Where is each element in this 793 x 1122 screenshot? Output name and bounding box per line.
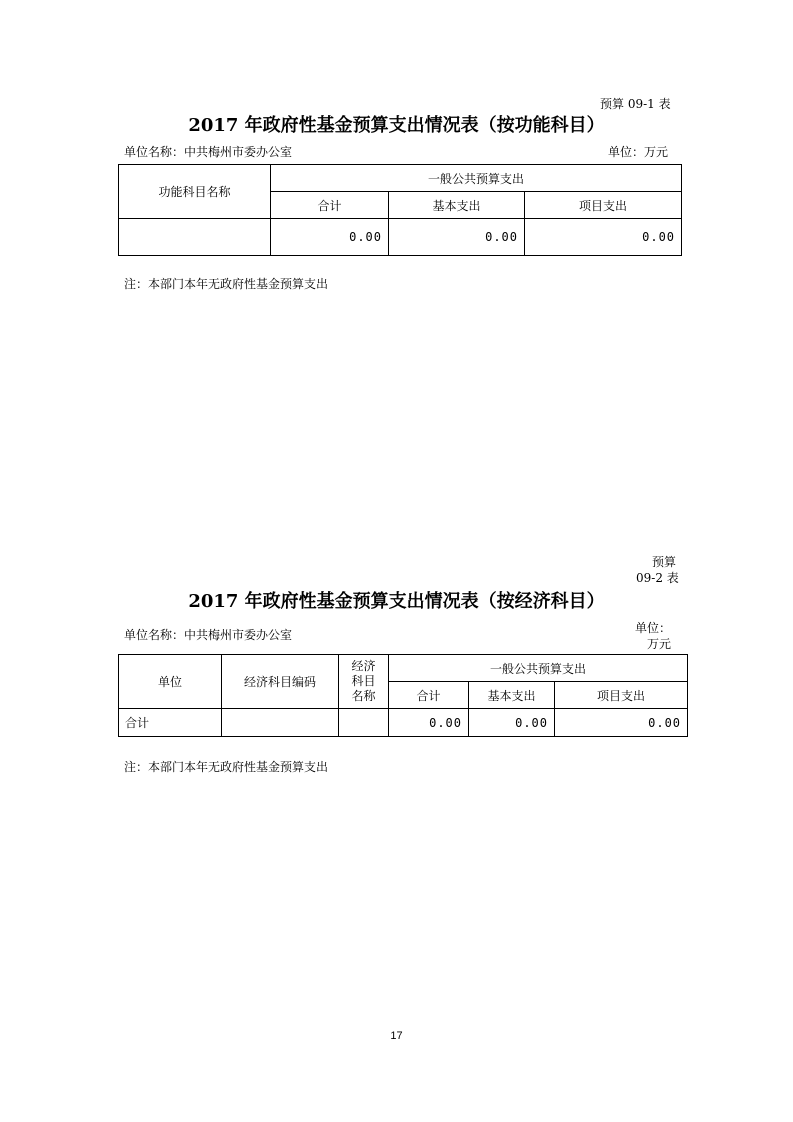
- header-general-budget: 一般公共预算支出: [389, 655, 688, 682]
- header-general-budget: 一般公共预算支出: [271, 165, 682, 192]
- table1-unit: 单位：万元: [608, 145, 669, 159]
- page-number: 17: [390, 1030, 403, 1042]
- table1-code: 预算 09-1 表: [600, 97, 671, 111]
- cell-basic: 0.00: [469, 709, 555, 737]
- header-basic: 基本支出: [469, 682, 555, 709]
- cell-project: 0.00: [555, 709, 688, 737]
- cell-economic-name: [339, 709, 389, 737]
- header-unit: 单位: [119, 655, 222, 709]
- table1: [118, 164, 682, 256]
- header-project: 项目支出: [525, 192, 682, 219]
- header-project: 项目支出: [555, 682, 688, 709]
- table2-note: 注：本部门本年无政府性基金预算支出: [124, 760, 329, 774]
- header-basic: 基本支出: [389, 192, 525, 219]
- table2-unit-line2: 万元: [647, 637, 672, 651]
- table2: [118, 654, 688, 737]
- cell-total: 0.00: [389, 709, 469, 737]
- table1-title: 2017 年政府性基金预算支出情况表（按功能科目）: [188, 115, 605, 136]
- header-function-name: 功能科目名称: [119, 165, 271, 219]
- table2-code-line1: 预算: [652, 555, 677, 569]
- table1-unit-name: 单位名称：中共梅州市委办公室: [124, 145, 293, 159]
- table2-unit-line1: 单位：: [635, 621, 672, 635]
- header-total: 合计: [389, 682, 469, 709]
- cell-total: 0.00: [271, 219, 389, 256]
- cell-basic: 0.00: [389, 219, 525, 256]
- table1-note: 注：本部门本年无政府性基金预算支出: [124, 277, 329, 291]
- header-economic-name-line3: 名称: [351, 689, 376, 703]
- table2-unit-name: 单位名称：中共梅州市委办公室: [124, 628, 293, 642]
- header-economic-name: [339, 655, 389, 709]
- header-economic-name-line2: 科目: [351, 674, 376, 688]
- cell-project: 0.00: [525, 219, 682, 256]
- header-economic-name-line1: 经济: [351, 659, 376, 673]
- cell-economic-code: [222, 709, 339, 737]
- cell-function-name: [119, 219, 271, 256]
- header-economic-code: 经济科目编码: [222, 655, 339, 709]
- cell-unit: 合计: [119, 709, 222, 737]
- table2-title: 2017 年政府性基金预算支出情况表（按经济科目）: [188, 591, 605, 612]
- header-total: 合计: [271, 192, 389, 219]
- table2-code-line2: 09-2 表: [636, 571, 679, 585]
